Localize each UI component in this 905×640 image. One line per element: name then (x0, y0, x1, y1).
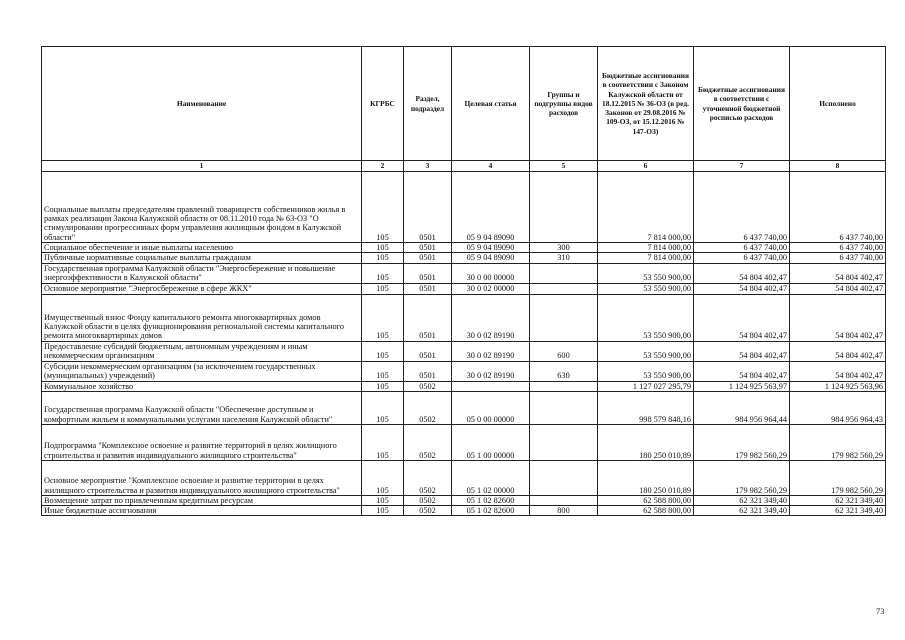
row-refined-budget: 6 437 740,00 (694, 253, 790, 263)
row-target (452, 381, 530, 391)
budget-table (41, 46, 886, 516)
table-row (42, 341, 886, 361)
row-executed: 984 956 964,43 (790, 391, 886, 424)
column-number: 8 (790, 161, 886, 172)
row-kgrbs: 105 (362, 391, 404, 424)
row-kgrbs: 105 (362, 424, 404, 460)
column-number: 4 (452, 161, 530, 172)
row-section: 0501 (404, 263, 452, 283)
row-refined-budget: 62 321 349,40 (694, 506, 790, 516)
header-name: Наименование (42, 47, 362, 161)
row-target: 30 0 02 00000 (452, 283, 530, 294)
row-section: 0502 (404, 460, 452, 495)
row-name: Публичные нормативные социальные выплаты гражданам (42, 253, 362, 263)
row-target: 05 1 02 00000 (452, 460, 530, 495)
row-name: Субсидии некоммерческим организациям (за исключением государственных (муниципальных) учреждений) (42, 361, 362, 381)
table-row (42, 253, 886, 263)
header-executed: Исполнено (790, 47, 886, 161)
row-target: 05 9 04 89090 (452, 243, 530, 253)
row-target: 30 0 02 89190 (452, 341, 530, 361)
row-name: Коммунальное хозяйство (42, 381, 362, 391)
column-number: 7 (694, 161, 790, 172)
row-law-budget: 53 550 900,00 (598, 263, 694, 283)
row-executed: 62 321 349,40 (790, 506, 886, 516)
row-kgrbs: 105 (362, 381, 404, 391)
row-law-budget: 53 550 900,00 (598, 283, 694, 294)
row-name: Возмещение затрат по привлеченным кредитным ресурсам (42, 495, 362, 505)
table-row (42, 460, 886, 495)
row-refined-budget: 54 804 402,47 (694, 361, 790, 381)
row-refined-budget: 6 437 740,00 (694, 243, 790, 253)
row-law-budget: 53 550 900,00 (598, 294, 694, 341)
header-target: Целевая статья (452, 47, 530, 161)
row-refined-budget: 179 982 560,29 (694, 424, 790, 460)
column-number: 6 (598, 161, 694, 172)
table-row (42, 361, 886, 381)
table-row (42, 172, 886, 243)
table-row (42, 294, 886, 341)
table-row (42, 283, 886, 294)
row-law-budget: 998 579 848,16 (598, 391, 694, 424)
row-group (530, 294, 598, 341)
row-section: 0502 (404, 495, 452, 505)
row-group (530, 381, 598, 391)
row-law-budget: 7 814 000,00 (598, 253, 694, 263)
header-groups: Группы и подгруппы видов расходов (530, 47, 598, 161)
column-number: 5 (530, 161, 598, 172)
row-target: 05 1 00 00000 (452, 424, 530, 460)
row-law-budget: 180 250 010,89 (598, 460, 694, 495)
row-law-budget: 53 550 900,00 (598, 341, 694, 361)
row-group: 630 (530, 361, 598, 381)
row-executed: 1 124 925 563,96 (790, 381, 886, 391)
row-target: 05 1 02 82600 (452, 495, 530, 505)
column-number: 1 (42, 161, 362, 172)
row-kgrbs: 105 (362, 506, 404, 516)
row-executed: 62 321 349,40 (790, 495, 886, 505)
row-group (530, 172, 598, 243)
table-row (42, 381, 886, 391)
row-group (530, 391, 598, 424)
row-kgrbs: 105 (362, 283, 404, 294)
row-name: Социальные выплаты председателям правлений товариществ собственников жилья в рамках реализации Закона Калужской области от 08.11.2010 года № 63-ОЗ "О стимулировании прогрессивных форм управления жилищным фондом в Калужской области" (42, 172, 362, 243)
row-executed: 54 804 402,47 (790, 341, 886, 361)
row-section: 0501 (404, 253, 452, 263)
row-group (530, 495, 598, 505)
row-kgrbs: 105 (362, 263, 404, 283)
row-section: 0501 (404, 172, 452, 243)
row-kgrbs: 105 (362, 495, 404, 505)
row-group (530, 460, 598, 495)
row-refined-budget: 984 956 964,44 (694, 391, 790, 424)
row-name: Государственная программа Калужской области "Обеспечение доступным и комфортным жильем и коммунальными услугами населения Калужской области" (42, 391, 362, 424)
row-name: Социальное обеспечение и иные выплаты населению (42, 243, 362, 253)
row-section: 0501 (404, 294, 452, 341)
row-name: Иные бюджетные ассигнования (42, 506, 362, 516)
table-row (42, 263, 886, 283)
row-group (530, 424, 598, 460)
row-name: Основное мероприятие "Комплексное освоение и развитие территории в целях жилищного строительства и развития индивидуального жилищного строительства" (42, 460, 362, 495)
row-target: 30 0 02 89190 (452, 361, 530, 381)
row-group (530, 263, 598, 283)
row-kgrbs: 105 (362, 460, 404, 495)
row-refined-budget: 62 321 349,40 (694, 495, 790, 505)
row-section: 0502 (404, 381, 452, 391)
row-executed: 54 804 402,47 (790, 263, 886, 283)
row-target: 30 0 02 89190 (452, 294, 530, 341)
row-refined-budget: 6 437 740,00 (694, 172, 790, 243)
row-name: Государственная программа Калужской области "Энергосбережение и повышение энергоэффективности в Калужской области" (42, 263, 362, 283)
row-executed: 54 804 402,47 (790, 361, 886, 381)
row-target: 05 0 00 00000 (452, 391, 530, 424)
row-target: 30 0 00 00000 (452, 263, 530, 283)
row-law-budget: 180 250 010,89 (598, 424, 694, 460)
row-refined-budget: 54 804 402,47 (694, 294, 790, 341)
row-executed: 54 804 402,47 (790, 283, 886, 294)
row-executed: 6 437 740,00 (790, 253, 886, 263)
row-target: 05 1 02 82600 (452, 506, 530, 516)
row-executed: 6 437 740,00 (790, 172, 886, 243)
header-kgrbs: КГРБС (362, 47, 404, 161)
column-number: 3 (404, 161, 452, 172)
row-name: Основное мероприятие "Энергосбережение в сфере ЖКХ" (42, 283, 362, 294)
row-law-budget: 1 127 027 295,79 (598, 381, 694, 391)
row-executed: 54 804 402,47 (790, 294, 886, 341)
header-refined-budget: Бюджетные ассигнования в соответствии с уточненной бюджетной росписью расходов (694, 47, 790, 161)
row-refined-budget: 54 804 402,47 (694, 341, 790, 361)
header-section: Раздел, подраздел (404, 47, 452, 161)
table-row (42, 391, 886, 424)
row-group: 300 (530, 243, 598, 253)
row-kgrbs: 105 (362, 243, 404, 253)
row-group: 310 (530, 253, 598, 263)
row-section: 0502 (404, 506, 452, 516)
row-law-budget: 7 814 000,00 (598, 243, 694, 253)
row-law-budget: 53 550 900,00 (598, 361, 694, 381)
row-group (530, 283, 598, 294)
row-section: 0501 (404, 283, 452, 294)
row-kgrbs: 105 (362, 172, 404, 243)
row-target: 05 9 04 89090 (452, 253, 530, 263)
row-law-budget: 62 588 800,00 (598, 506, 694, 516)
row-name: Предоставление субсидий бюджетным, автономным учреждениям и иным некоммерческим организациям (42, 341, 362, 361)
row-refined-budget: 179 982 560,29 (694, 460, 790, 495)
row-target: 05 9 04 89090 (452, 172, 530, 243)
row-kgrbs: 105 (362, 253, 404, 263)
row-refined-budget: 54 804 402,47 (694, 263, 790, 283)
row-law-budget: 7 814 000,00 (598, 172, 694, 243)
row-refined-budget: 1 124 925 563,97 (694, 381, 790, 391)
row-executed: 179 982 560,29 (790, 460, 886, 495)
row-section: 0502 (404, 391, 452, 424)
row-law-budget: 62 588 800,00 (598, 495, 694, 505)
row-name: Имущественный взнос Фонду капитального ремонта многоквартирных домов Калужской области в целях функционирования региональной системы капитального ремонта многоквартирных домов (42, 294, 362, 341)
row-refined-budget: 54 804 402,47 (694, 283, 790, 294)
table-row (42, 506, 886, 516)
table-row (42, 495, 886, 505)
row-kgrbs: 105 (362, 341, 404, 361)
row-executed: 6 437 740,00 (790, 243, 886, 253)
column-number-row (42, 161, 886, 172)
row-section: 0502 (404, 424, 452, 460)
row-group: 600 (530, 341, 598, 361)
row-section: 0501 (404, 361, 452, 381)
row-section: 0501 (404, 341, 452, 361)
header-row (42, 47, 886, 161)
row-executed: 179 982 560,29 (790, 424, 886, 460)
row-name: Подпрограмма "Комплексное освоение и развитие территорий в целях жилищного строительства и развития индивидуального жилищного строительства" (42, 424, 362, 460)
row-kgrbs: 105 (362, 294, 404, 341)
table-row (42, 243, 886, 253)
row-kgrbs: 105 (362, 361, 404, 381)
page-number: 73 (876, 606, 885, 616)
row-section: 0501 (404, 243, 452, 253)
table-row (42, 424, 886, 460)
header-law-budget: Бюджетные ассигнования в соответствии с Законом Калужской области от 18.12.2015 № 36-ОЗ (в ред. Законов от 29.08.2016 № 109-ОЗ, от 15.12.2016 № 147-ОЗ) (598, 47, 694, 161)
row-group: 800 (530, 506, 598, 516)
column-number: 2 (362, 161, 404, 172)
